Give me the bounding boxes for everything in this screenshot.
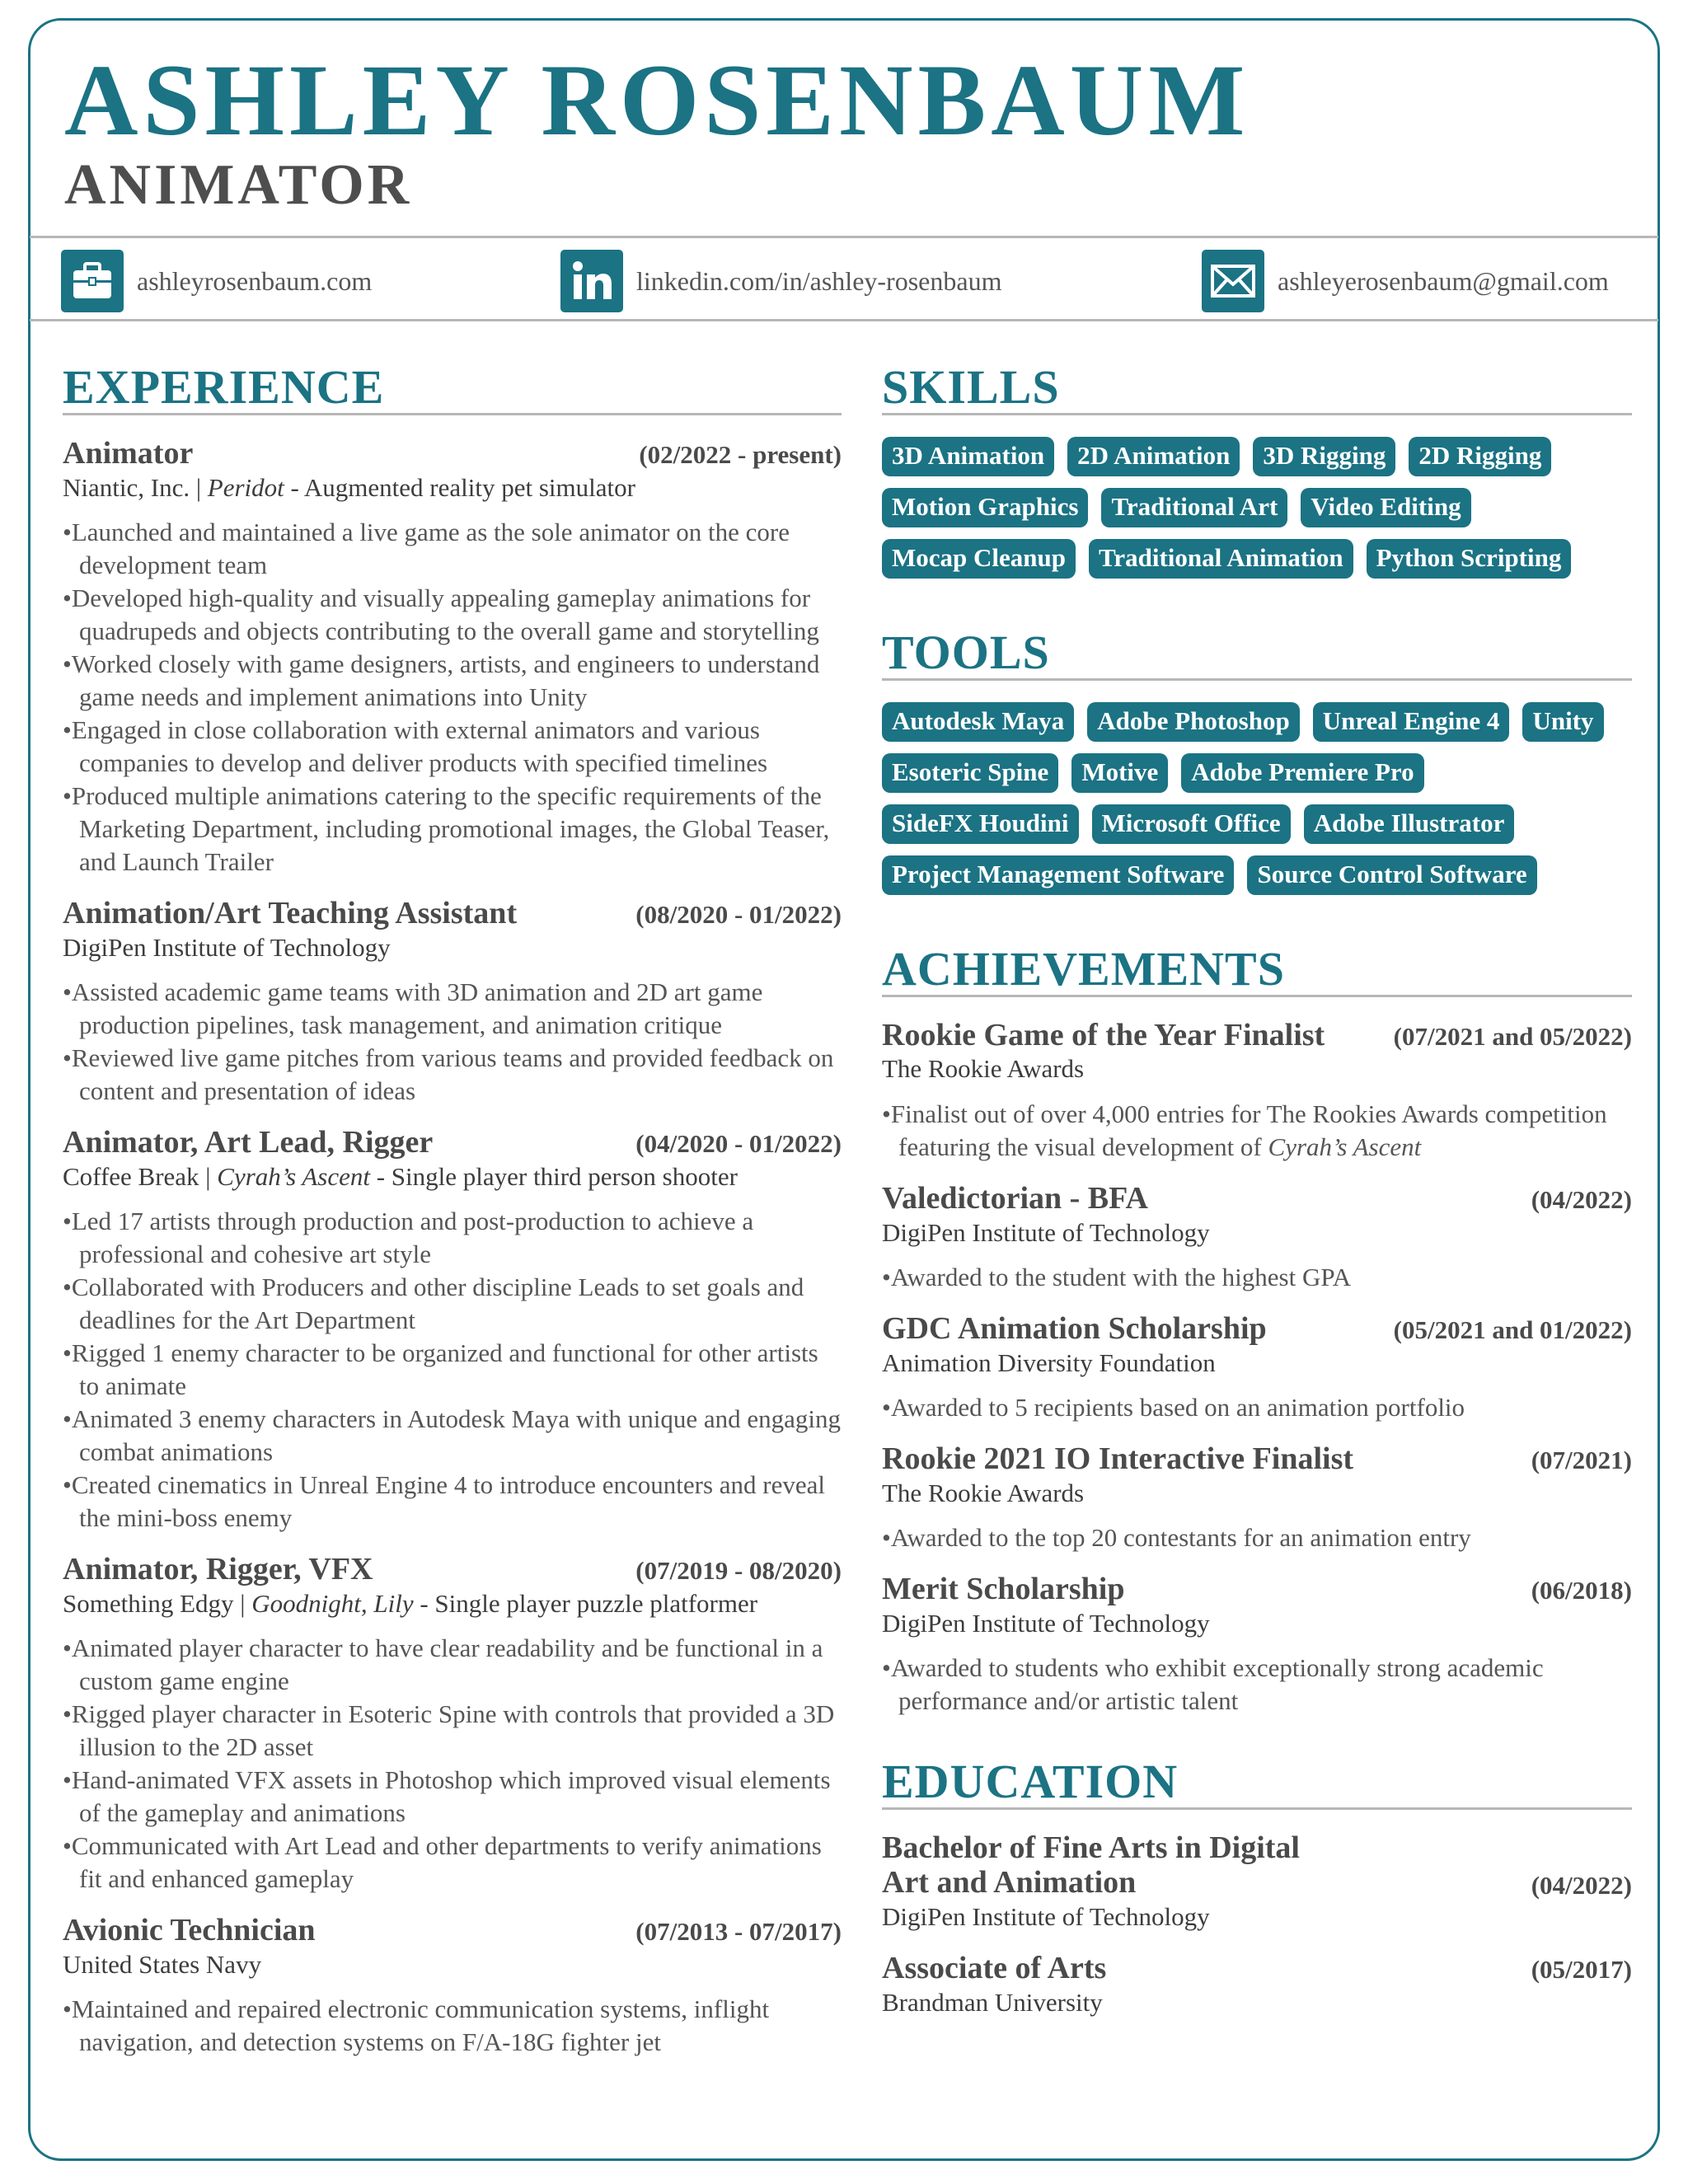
- bullet-item: • Rigged 1 enemy character to be organized and functional for other artists to animate: [63, 1337, 842, 1403]
- skill-tag: 3D Animation: [882, 437, 1054, 476]
- job-company: Niantic, Inc. | Peridot - Augmented reality pet simulator: [63, 472, 635, 502]
- achievement-date: (07/2021): [1531, 1445, 1632, 1474]
- job-title: Animation/Art Teaching Assistant: [63, 895, 518, 930]
- bullet-item: • Produced multiple animations catering to the specific requirements of the Marketing Department, including promotional images, the Global Teaser, and Launch Trailer: [63, 780, 842, 879]
- degree-school: Brandman University: [882, 1987, 1103, 2017]
- tool-tag: Motive: [1071, 753, 1168, 793]
- bullet-item: • Led 17 artists through production and post-production to achieve a professional and cohesive art style: [63, 1205, 842, 1271]
- tool-tag: Adobe Premiere Pro: [1181, 753, 1423, 793]
- degree-date: (05/2017): [1531, 1954, 1632, 1984]
- tool-tag: Microsoft Office: [1092, 804, 1291, 844]
- achievement-org: Animation Diversity Foundation: [882, 1347, 1216, 1377]
- tool-tag: Project Management Software: [882, 855, 1234, 895]
- contact-linkedin[interactable]: [560, 250, 1001, 312]
- bullet-item: • Collaborated with Producers and other discipline Leads to set goals and deadlines for the Art Department: [63, 1271, 842, 1337]
- achievement-org: The Rookie Awards: [882, 1054, 1085, 1084]
- job-title: Animator, Art Lead, Rigger: [63, 1125, 434, 1160]
- job-entry: [63, 437, 842, 879]
- email-link[interactable]: ashleyerosenbaum@gmail.com: [1278, 265, 1609, 296]
- skill-tag: 3D Rigging: [1253, 437, 1395, 476]
- skill-tag: 2D Rigging: [1409, 437, 1551, 476]
- achievement-title: Merit Scholarship: [882, 1572, 1125, 1607]
- achievement-org: DigiPen Institute of Technology: [882, 1217, 1210, 1247]
- bullet-item: • Maintained and repaired electronic communication systems, inflight navigation, and detection systems on F/A-18G fighter jet: [63, 1993, 842, 2059]
- achievement-date: (06/2018): [1531, 1576, 1632, 1605]
- tools-heading: TOOLS: [882, 628, 1632, 681]
- skill-tag: 2D Animation: [1067, 437, 1240, 476]
- achievement-org: The Rookie Awards: [882, 1478, 1085, 1507]
- bullet-item: • Awarded to students who exhibit exceptionally strong academic performance and/or artistic talent: [882, 1652, 1632, 1718]
- degree-title: Associate of Arts: [882, 1950, 1107, 1985]
- tool-tag: Unreal Engine 4: [1313, 702, 1510, 742]
- job-date: (02/2022 - present): [639, 439, 842, 469]
- bullet-item: • Animated 3 enemy characters in Autodesk Maya with unique and engaging combat animations: [63, 1403, 842, 1469]
- job-date: (04/2020 - 01/2022): [635, 1129, 842, 1159]
- skill-tag: Traditional Animation: [1089, 539, 1353, 579]
- job-title: Animator, Rigger, VFX: [63, 1552, 373, 1587]
- tool-tag: Esoteric Spine: [882, 753, 1058, 793]
- education-entry: [882, 1831, 1632, 1933]
- job-company: DigiPen Institute of Technology: [63, 932, 391, 962]
- bullet-item: • Created cinematics in Unreal Engine 4 to introduce encounters and reveal the mini-boss enemy: [63, 1469, 842, 1535]
- skill-tag: Video Editing: [1301, 488, 1470, 527]
- bullet-item: • Animated player character to have clear readability and be functional in a custom game engine: [63, 1632, 842, 1698]
- achievements-heading: ACHIEVEMENTS: [882, 944, 1632, 997]
- job-company: Something Edgy | Goodnight, Lily - Single player puzzle platformer: [63, 1588, 758, 1618]
- degree-title: Bachelor of Fine Arts in Digital Art and Animation: [882, 1830, 1300, 1900]
- bullet-item: • Engaged in close collaboration with external animators and various companies to develop and deliver products with specified timelines: [63, 714, 842, 780]
- degree-date: (04/2022): [1531, 1870, 1632, 1900]
- bullet-item: • Developed high-quality and visually appealing gameplay animations for quadrupeds and objects contributing to the overall game and storytelling: [63, 582, 842, 648]
- experience-heading: EXPERIENCE: [63, 363, 842, 415]
- job-bullets: [63, 1205, 842, 1535]
- envelope-icon: [1202, 250, 1264, 312]
- achievement-title: GDC Animation Scholarship: [882, 1310, 1267, 1346]
- skill-tag: Motion Graphics: [882, 488, 1088, 527]
- job-bullets: [63, 1993, 842, 2059]
- tool-tag: Autodesk Maya: [882, 702, 1074, 742]
- skills-list: [882, 437, 1632, 579]
- skill-tag: Traditional Art: [1101, 488, 1287, 527]
- bullet-item: • Awarded to the top 20 contestants for an animation entry: [882, 1521, 1632, 1554]
- bullet-item: • Finalist out of over 4,000 entries for The Rookies Awards competition featuring the visual development of Cyrah’s Ascent: [882, 1098, 1632, 1164]
- skill-tag: Python Scripting: [1367, 539, 1572, 579]
- linkedin-icon: [560, 250, 623, 312]
- job-date: (08/2020 - 01/2022): [635, 899, 842, 929]
- degree-school: DigiPen Institute of Technology: [882, 1901, 1210, 1931]
- bullet-item: • Launched and maintained a live game as the sole animator on the core development team: [63, 516, 842, 582]
- tool-tag: Unity: [1522, 702, 1603, 742]
- job-title: Avionic Technician: [63, 1913, 316, 1948]
- bullet-item: • Assisted academic game teams with 3D animation and 2D art game production pipelines, task management, and animation critique: [63, 976, 842, 1042]
- linkedin-link[interactable]: linkedin.com/in/ashley-rosenbaum: [636, 265, 1002, 296]
- education-entry: [882, 1952, 1632, 2019]
- contact-email[interactable]: [1202, 250, 1609, 312]
- bullet-item: • Awarded to 5 recipients based on an animation portfolio: [882, 1391, 1632, 1424]
- job-date: (07/2013 - 07/2017): [635, 1917, 842, 1947]
- job-bullets: [63, 1632, 842, 1896]
- bullet-item: • Reviewed live game pitches from various teams and provided feedback on content and presentation of ideas: [63, 1042, 842, 1108]
- job-company: Coffee Break | Cyrah’s Ascent - Single player third person shooter: [63, 1161, 738, 1191]
- tool-tag: SideFX Houdini: [882, 804, 1079, 844]
- job-bullets: [63, 976, 842, 1108]
- tool-tag: Source Control Software: [1247, 855, 1536, 895]
- website-link[interactable]: ashleyrosenbaum.com: [137, 265, 373, 296]
- achievement-date: (04/2022): [1531, 1184, 1632, 1214]
- achievement-entry: [882, 1182, 1632, 1294]
- right-column: [882, 360, 1632, 2037]
- achievement-date: (05/2021 and 01/2022): [1393, 1315, 1632, 1344]
- achievement-title: Valedictorian - BFA: [882, 1180, 1148, 1216]
- job-entry: [63, 897, 842, 1108]
- job-entry: [63, 1126, 842, 1535]
- achievement-bullets: [882, 1098, 1632, 1164]
- achievement-title: Rookie 2021 IO Interactive Finalist: [882, 1441, 1354, 1476]
- skills-heading: SKILLS: [882, 363, 1632, 415]
- education-heading: EDUCATION: [882, 1757, 1632, 1810]
- tool-tag: Adobe Illustrator: [1304, 804, 1515, 844]
- skill-tag: Mocap Cleanup: [882, 539, 1076, 579]
- achievement-bullets: [882, 1652, 1632, 1718]
- bullet-item: • Worked closely with game designers, artists, and engineers to understand game needs and implement animations into Unity: [63, 648, 842, 714]
- candidate-role: ANIMATOR: [64, 153, 413, 217]
- achievement-bullets: [882, 1391, 1632, 1424]
- bullet-item: • Rigged player character in Esoteric Spine with controls that provided a 3D illusion to the 2D asset: [63, 1698, 842, 1764]
- achievement-bullets: [882, 1521, 1632, 1554]
- achievement-title: Rookie Game of the Year Finalist: [882, 1017, 1325, 1052]
- achievement-bullets: [882, 1261, 1632, 1294]
- job-company: United States Navy: [63, 1950, 262, 1980]
- candidate-name: ASHLEY ROSENBAUM: [64, 44, 1250, 157]
- achievement-date: (07/2021 and 05/2022): [1393, 1021, 1632, 1051]
- left-column: [63, 360, 842, 2077]
- bullet-item: • Awarded to the student with the highest GPA: [882, 1261, 1632, 1294]
- tools-list: [882, 702, 1632, 895]
- contact-bar: [30, 236, 1658, 321]
- job-entry: [63, 1553, 842, 1896]
- job-title: Animator: [63, 435, 194, 471]
- tool-tag: Adobe Photoshop: [1087, 702, 1299, 742]
- achievement-org: DigiPen Institute of Technology: [882, 1608, 1210, 1638]
- job-bullets: [63, 516, 842, 879]
- achievement-entry: [882, 1572, 1632, 1718]
- achievement-entry: [882, 1019, 1632, 1164]
- job-entry: [63, 1914, 842, 2059]
- job-date: (07/2019 - 08/2020): [635, 1556, 842, 1586]
- contact-website[interactable]: [61, 250, 372, 312]
- bullet-item: • Communicated with Art Lead and other departments to verify animations fit and enhanced gameplay: [63, 1830, 842, 1896]
- bullet-item: • Hand-animated VFX assets in Photoshop which improved visual elements of the gameplay and animations: [63, 1764, 842, 1830]
- achievement-entry: [882, 1442, 1632, 1554]
- achievement-entry: [882, 1312, 1632, 1424]
- briefcase-icon: [61, 250, 124, 312]
